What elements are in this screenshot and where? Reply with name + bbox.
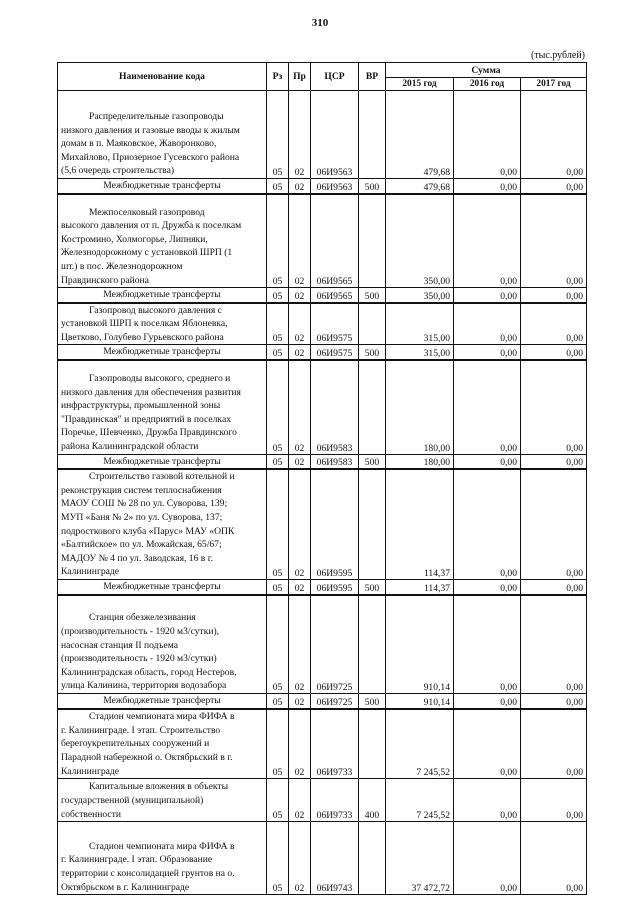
budget-table	[57, 62, 587, 895]
cell-name-line: насосная станция II подъема	[61, 639, 178, 651]
cell-y2017: 0,00	[521, 822, 587, 895]
cell-y2015: 910,14	[386, 595, 454, 694]
cell-name	[58, 303, 267, 345]
cell-y2015: 7 245,52	[386, 779, 454, 822]
cell-y2017: 0,00	[521, 91, 587, 179]
header-csr: ЦСР	[311, 63, 359, 91]
cell-pr: 02	[289, 91, 311, 179]
cell-csr: 06И9563	[311, 179, 359, 194]
cell-y2015: 180,00	[386, 454, 454, 469]
table-row-transfer	[58, 288, 587, 303]
cell-name-line: Межбюджетные трансферты	[103, 289, 221, 301]
cell-y2016: 0,00	[454, 709, 521, 779]
cell-y2016: 0,00	[454, 469, 521, 579]
cell-name-line: (производительность - 1920 м3/сутки),	[61, 626, 220, 638]
cell-y2016: 0,00	[454, 345, 521, 360]
cell-rz: 05	[267, 91, 289, 179]
cell-vr: 500	[359, 454, 386, 469]
cell-name-line: Межбюджетные трансферты	[103, 580, 221, 592]
cell-name-line: берегоукрепительных сооружений и	[61, 738, 210, 750]
cell-vr	[359, 709, 386, 779]
cell-rz: 05	[267, 779, 289, 822]
cell-name-line: "Правдинская" и предприятий в поселках	[61, 413, 232, 425]
cell-name-line: г. Калининграде. I этап. Образование	[61, 854, 213, 866]
cell-name-line: реконструкция систем теплоснабжения	[61, 484, 222, 496]
cell-pr: 02	[289, 469, 311, 579]
header-2016: 2016 год	[454, 78, 521, 91]
cell-vr	[359, 595, 386, 694]
cell-pr: 02	[289, 454, 311, 469]
cell-name-line: Межбюджетные трансферты	[103, 455, 221, 467]
cell-y2015: 910,14	[386, 694, 454, 709]
cell-csr: 06И9733	[311, 709, 359, 779]
cell-csr: 06И9563	[311, 91, 359, 179]
cell-y2017: 0,00	[521, 345, 587, 360]
cell-vr	[359, 91, 386, 179]
header-vr: ВР	[359, 63, 386, 91]
cell-name-line: Межбюджетные трансферты	[103, 180, 221, 191]
header-pr: Пр	[289, 63, 311, 91]
cell-name-line: Газопроводы высокого, среднего и	[89, 373, 231, 384]
cell-rz: 05	[267, 360, 289, 454]
cell-y2015: 37 472,72	[386, 822, 454, 895]
cell-name-line: Железнодорожному с установкой ШРП (1	[61, 247, 233, 259]
cell-pr: 02	[289, 360, 311, 454]
table-row	[58, 595, 587, 694]
cell-name-line: (производительность - 1920 м3/сутки)	[61, 653, 217, 665]
cell-name-line: г. Калининграде. I этап. Строительство	[61, 724, 221, 736]
cell-csr: 06И9575	[311, 303, 359, 345]
cell-y2017: 0,00	[521, 595, 587, 694]
cell-csr: 06И9733	[311, 779, 359, 822]
cell-rz: 05	[267, 595, 289, 694]
cell-y2017: 0,00	[521, 179, 587, 194]
cell-name-line: Цветково, Голубево Гурьевского района	[61, 331, 224, 343]
table-row	[58, 303, 587, 345]
cell-name-line: государственной (муниципальной)	[61, 794, 204, 806]
cell-name-line: Стадион чемпионата мира ФИФА в	[89, 711, 235, 723]
cell-name-line: шт.) в пос. Железнодорожном	[61, 260, 183, 272]
cell-y2015: 479,68	[386, 91, 454, 179]
cell-name-line: Станция обезжелезивания	[89, 612, 196, 624]
cell-y2016: 0,00	[454, 91, 521, 179]
cell-rz: 05	[267, 454, 289, 469]
cell-csr: 06И9743	[311, 822, 359, 895]
cell-y2015: 315,00	[386, 303, 454, 345]
cell-name-line: Строительство газовой котельной и	[89, 471, 235, 483]
table-row	[58, 779, 587, 822]
cell-name-line: улица Калинина, территория водозабора	[61, 680, 227, 692]
cell-name-line: собственности	[61, 808, 122, 820]
cell-pr: 02	[289, 303, 311, 345]
cell-pr: 02	[289, 694, 311, 709]
cell-name-line: Поречье, Шевченко, Дружба Правдинского	[61, 427, 237, 439]
cell-y2017: 0,00	[521, 579, 587, 594]
cell-y2017: 0,00	[521, 194, 587, 288]
cell-name	[58, 454, 267, 469]
cell-name	[58, 595, 267, 694]
cell-vr: 500	[359, 694, 386, 709]
cell-name	[58, 709, 267, 779]
cell-csr: 06И9583	[311, 454, 359, 469]
cell-y2017: 0,00	[521, 454, 587, 469]
cell-y2015: 350,00	[386, 194, 454, 288]
cell-rz: 05	[267, 709, 289, 779]
cell-y2016: 0,00	[454, 303, 521, 345]
cell-pr: 02	[289, 822, 311, 895]
cell-y2015: 180,00	[386, 360, 454, 454]
cell-rz: 05	[267, 579, 289, 594]
cell-vr: 500	[359, 288, 386, 303]
cell-name	[58, 779, 267, 822]
cell-rz: 05	[267, 179, 289, 194]
cell-name-line: Газопровод высокого давления с	[89, 304, 222, 316]
cell-rz: 05	[267, 194, 289, 288]
cell-name-line: низкого давления и газовые вводы к жилым	[61, 124, 240, 136]
cell-pr: 02	[289, 345, 311, 360]
cell-y2016: 0,00	[454, 779, 521, 822]
cell-pr: 02	[289, 179, 311, 194]
cell-name-line: Распределительные газопроводы	[89, 111, 224, 123]
cell-y2016: 0,00	[454, 454, 521, 469]
page-number: 310	[311, 17, 329, 29]
cell-name	[58, 91, 267, 179]
header-sum: Сумма	[386, 63, 587, 78]
cell-y2015: 114,37	[386, 469, 454, 579]
cell-name-line: Калининграде	[61, 765, 120, 777]
cell-name-line: Михайлово, Приозерное Гусевского района	[61, 151, 240, 163]
cell-csr: 06И9725	[311, 694, 359, 709]
header-rz: Рз	[267, 63, 289, 91]
header-name: Наименование кода	[58, 63, 267, 91]
cell-csr: 06И9725	[311, 595, 359, 694]
cell-name	[58, 360, 267, 454]
cell-csr: 06И9565	[311, 194, 359, 288]
cell-name-line: инфраструктуры, промышленной зоны	[61, 400, 221, 412]
cell-pr: 02	[289, 288, 311, 303]
cell-name	[58, 345, 267, 360]
table-row	[58, 469, 587, 579]
table-row-transfer	[58, 345, 587, 360]
cell-vr: 500	[359, 179, 386, 194]
cell-csr: 06И9575	[311, 345, 359, 360]
cell-name-line: домам в п. Маяковское, Жаворонково,	[61, 138, 217, 150]
cell-pr: 02	[289, 779, 311, 822]
cell-name	[58, 694, 267, 709]
header-2015: 2015 год	[386, 78, 454, 91]
cell-name-line: МУП «Баня № 2» по ул. Суворова, 137;	[61, 511, 223, 523]
header-2017: 2017 год	[521, 78, 587, 91]
cell-name-line: Правдинского района	[61, 274, 149, 286]
cell-csr: 06И9583	[311, 360, 359, 454]
cell-name-line: Калининграде	[61, 566, 120, 578]
cell-vr: 500	[359, 345, 386, 360]
cell-y2016: 0,00	[454, 194, 521, 288]
cell-y2016: 0,00	[454, 595, 521, 694]
cell-name-line: Калининградская область, город Нестеров,	[61, 666, 237, 678]
cell-y2015: 479,68	[386, 179, 454, 194]
cell-name-line: низкого давления для обеспечения развития	[61, 386, 241, 398]
cell-pr: 02	[289, 579, 311, 594]
cell-name-line: МАДОУ № 4 по ул. Заводская, 16 в г.	[61, 552, 213, 564]
cell-y2015: 350,00	[386, 288, 454, 303]
cell-name-line: Стадион чемпионата мира ФИФА в	[89, 840, 235, 852]
cell-name-line: Капитальные вложения в объекты	[89, 781, 229, 793]
cell-name	[58, 194, 267, 288]
cell-vr	[359, 303, 386, 345]
cell-name	[58, 179, 267, 194]
cell-y2017: 0,00	[521, 288, 587, 303]
cell-y2017: 0,00	[521, 779, 587, 822]
table-row	[58, 91, 587, 179]
cell-vr: 500	[359, 579, 386, 594]
cell-name-line: территории с консолидацией грунтов на о.	[61, 867, 235, 879]
cell-vr	[359, 360, 386, 454]
cell-rz: 05	[267, 303, 289, 345]
cell-y2016: 0,00	[454, 179, 521, 194]
cell-name-line: (5,6 очередь строительства)	[61, 165, 175, 177]
cell-csr: 06И9595	[311, 469, 359, 579]
cell-name-line: Межпоселковый газопровод	[89, 206, 205, 218]
cell-name-line: «Балтийское» по ул. Можайская, 65/67;	[61, 539, 222, 551]
cell-vr	[359, 194, 386, 288]
cell-pr: 02	[289, 709, 311, 779]
cell-vr	[359, 469, 386, 579]
cell-vr: 400	[359, 779, 386, 822]
cell-pr: 02	[289, 595, 311, 694]
cell-name-line: МАОУ СОШ № 28 по ул. Суворова, 139;	[61, 498, 228, 510]
table-row	[58, 194, 587, 288]
table-row-transfer	[58, 179, 587, 194]
cell-rz: 05	[267, 469, 289, 579]
cell-y2015: 315,00	[386, 345, 454, 360]
cell-y2017: 0,00	[521, 303, 587, 345]
cell-y2016: 0,00	[454, 360, 521, 454]
table-row-transfer	[58, 454, 587, 469]
table-row	[58, 360, 587, 454]
table-row	[58, 709, 587, 779]
cell-y2016: 0,00	[454, 694, 521, 709]
cell-pr: 02	[289, 194, 311, 288]
cell-y2017: 0,00	[521, 360, 587, 454]
cell-y2015: 114,37	[386, 579, 454, 594]
cell-csr: 06И9595	[311, 579, 359, 594]
cell-name-line: подросткового клуба «Парус» МАУ «ОПК	[61, 525, 235, 537]
cell-y2016: 0,00	[454, 822, 521, 895]
cell-y2017: 0,00	[521, 709, 587, 779]
cell-y2016: 0,00	[454, 579, 521, 594]
cell-name-line: установкой ШРП к поселкам Яблоневка,	[61, 318, 228, 330]
cell-rz: 05	[267, 345, 289, 360]
cell-name	[58, 579, 267, 594]
table-row-transfer	[58, 579, 587, 594]
units-label: (тыс.рублей)	[530, 50, 585, 61]
cell-name-line: Костромино, Холмогорье, Липняки,	[61, 233, 208, 245]
cell-rz: 05	[267, 822, 289, 895]
cell-name-line: района Калининградской области	[61, 440, 199, 452]
cell-vr	[359, 822, 386, 895]
table-row-transfer	[58, 694, 587, 709]
cell-name-line: высокого давления от п. Дружба к поселкам	[61, 220, 242, 232]
cell-name	[58, 469, 267, 579]
cell-y2015: 7 245,52	[386, 709, 454, 779]
cell-rz: 05	[267, 694, 289, 709]
cell-name-line: Межбюджетные трансферты	[103, 695, 221, 706]
table-row	[58, 822, 587, 895]
cell-name-line: Октябрьском в г. Калининграде	[61, 881, 190, 893]
table-body	[58, 91, 587, 895]
cell-rz: 05	[267, 288, 289, 303]
cell-name-line: Парадной набережной о. Октябрьский в г.	[61, 751, 233, 763]
cell-y2017: 0,00	[521, 694, 587, 709]
cell-name	[58, 822, 267, 895]
cell-y2016: 0,00	[454, 288, 521, 303]
cell-name	[58, 288, 267, 303]
cell-y2017: 0,00	[521, 469, 587, 579]
cell-csr: 06И9565	[311, 288, 359, 303]
cell-name-line: Межбюджетные трансферты	[103, 346, 221, 358]
